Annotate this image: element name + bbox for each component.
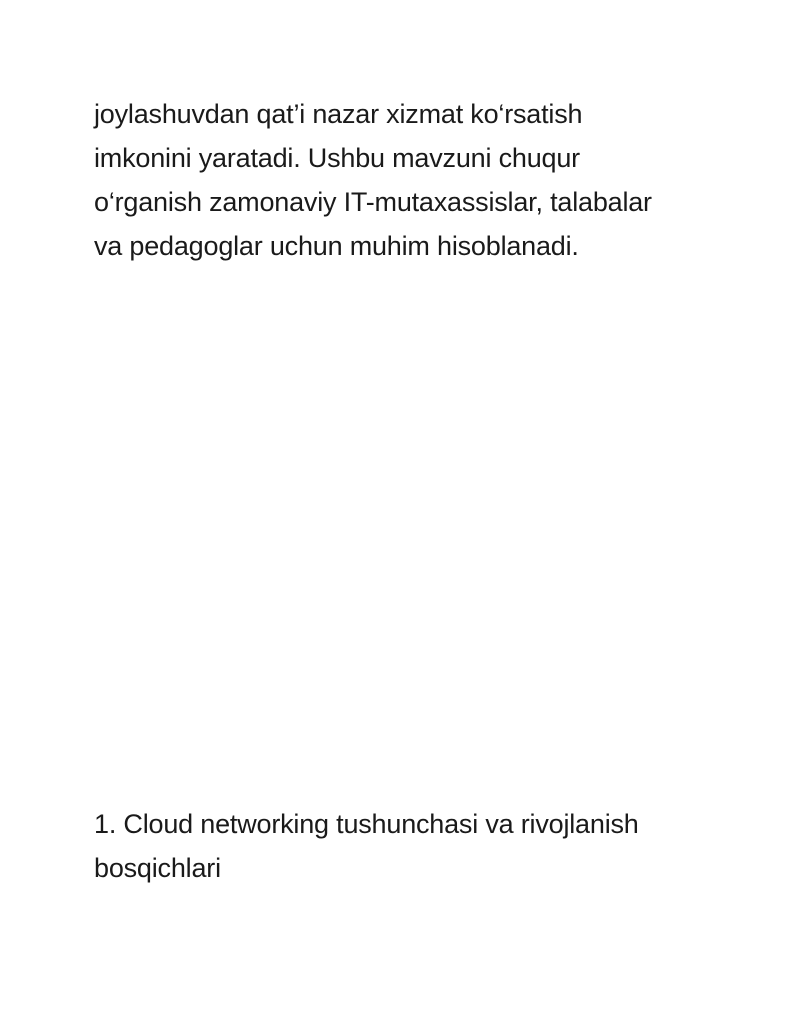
- heading-line: bosqichlari: [94, 853, 221, 883]
- paragraph-line: o‘rganish zamonaviy IT-mutaxassislar, talabalar: [94, 187, 652, 217]
- section-heading: [94, 802, 734, 890]
- heading-line: 1. Cloud networking tushunchasi va rivojlanish: [94, 809, 639, 839]
- paragraph-line: imkonini yaratadi. Ushbu mavzuni chuqur: [94, 143, 580, 173]
- body-paragraph: [94, 92, 734, 268]
- paragraph-line: joylashuvdan qat’i nazar xizmat ko‘rsatish: [94, 99, 583, 129]
- paragraph-line: va pedagoglar uchun muhim hisoblanadi.: [94, 231, 579, 261]
